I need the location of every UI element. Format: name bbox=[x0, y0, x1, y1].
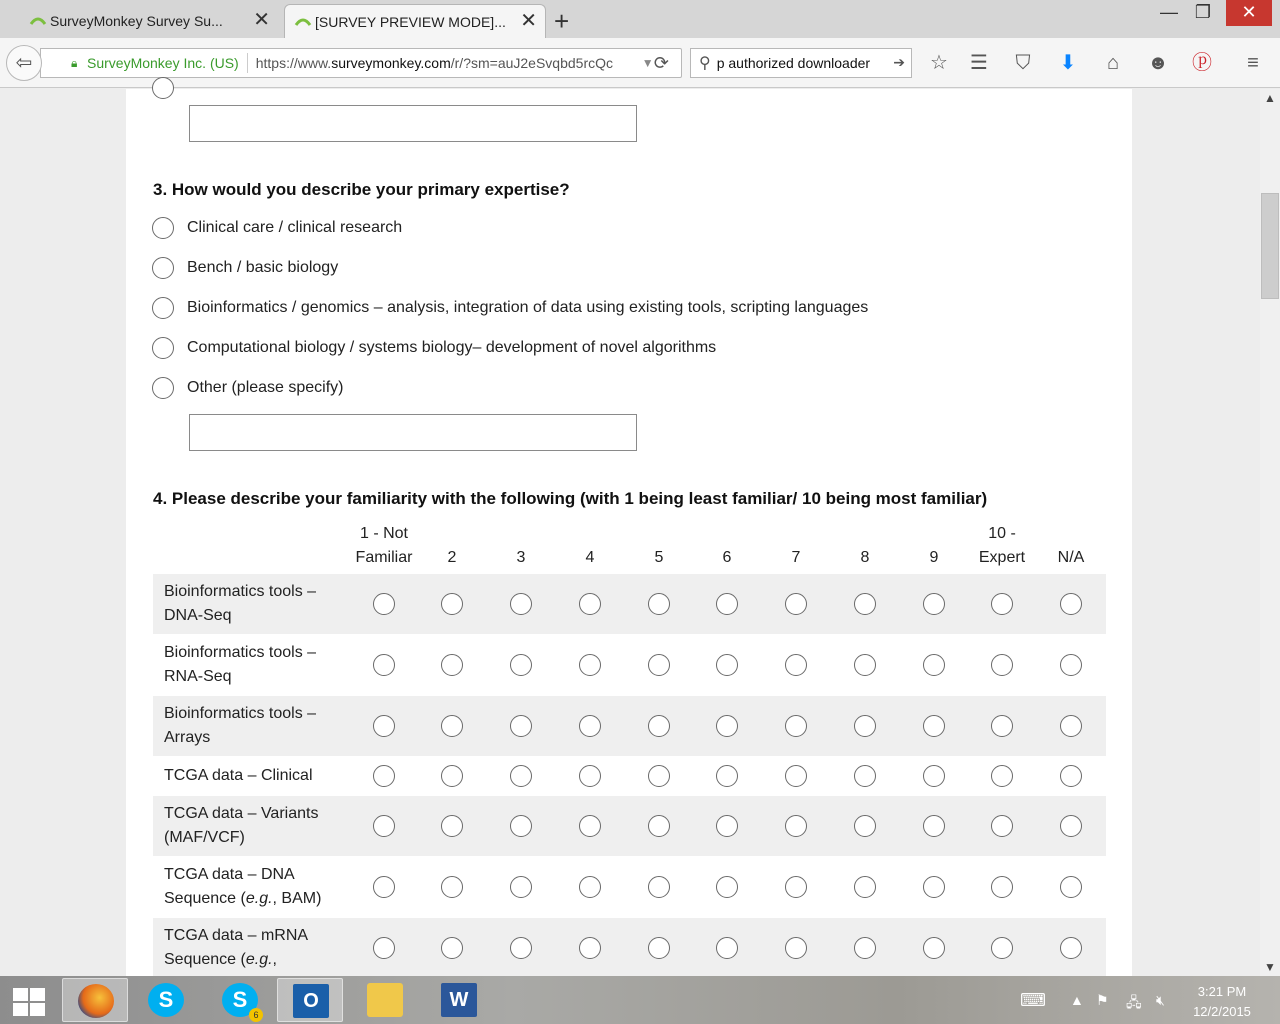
q4-rating-radio[interactable] bbox=[716, 654, 738, 676]
start-button[interactable] bbox=[10, 986, 46, 1016]
q4-rating-radio[interactable] bbox=[579, 815, 601, 837]
word-icon: W bbox=[441, 983, 477, 1017]
q4-rating-radio[interactable] bbox=[854, 876, 876, 898]
q4-column-header: 1 - Not Familiar bbox=[355, 525, 413, 566]
q4-rating-radio[interactable] bbox=[579, 593, 601, 615]
search-go-icon[interactable]: ➔ bbox=[893, 54, 905, 70]
surveymonkey-favicon-icon bbox=[295, 15, 311, 29]
survey-page bbox=[126, 89, 1132, 976]
skype-icon: S bbox=[148, 983, 184, 1017]
close-tab-icon[interactable]: ✕ bbox=[520, 10, 537, 32]
maximize-button[interactable]: ❐ bbox=[1194, 2, 1212, 22]
network-icon[interactable]: 🖧︎ bbox=[1126, 994, 1142, 1010]
q4-rating-radio[interactable] bbox=[854, 765, 876, 787]
q4-rating-radio[interactable] bbox=[441, 876, 463, 898]
q4-rating-radio[interactable] bbox=[648, 765, 670, 787]
q4-rating-radio[interactable] bbox=[648, 715, 670, 737]
q4-rating-radio[interactable] bbox=[716, 937, 738, 959]
q4-rating-radio[interactable] bbox=[785, 715, 807, 737]
reading-list-icon[interactable]: ☰ bbox=[970, 52, 988, 74]
close-tab-icon[interactable]: ✕ bbox=[253, 9, 270, 31]
clock[interactable] bbox=[1186, 982, 1258, 1022]
q4-rating-radio[interactable] bbox=[1060, 815, 1082, 837]
taskbar-skype[interactable] bbox=[133, 978, 199, 1022]
hello-icon[interactable]: ☻ bbox=[1147, 52, 1169, 74]
q4-rating-radio[interactable] bbox=[716, 876, 738, 898]
windows-taskbar bbox=[0, 976, 1280, 1024]
q3-option-radio[interactable] bbox=[152, 337, 174, 359]
q4-rating-radio[interactable] bbox=[373, 593, 395, 615]
q4-matrix-row bbox=[153, 696, 1106, 756]
q4-rating-radio[interactable] bbox=[373, 876, 395, 898]
q4-rating-radio[interactable] bbox=[923, 815, 945, 837]
q4-rating-radio[interactable] bbox=[854, 593, 876, 615]
q4-rating-radio[interactable] bbox=[923, 715, 945, 737]
skype-badge: 6 bbox=[249, 1008, 263, 1022]
q4-rating-radio[interactable] bbox=[1060, 715, 1082, 737]
taskbar-skype-2[interactable] bbox=[207, 978, 273, 1022]
q4-matrix-row bbox=[153, 796, 1106, 856]
q4-rating-radio[interactable] bbox=[716, 593, 738, 615]
q3-other-input[interactable] bbox=[189, 414, 637, 451]
outlook-icon: O bbox=[293, 984, 329, 1018]
q4-rating-radio[interactable] bbox=[785, 765, 807, 787]
q4-rating-radio[interactable] bbox=[854, 715, 876, 737]
lock-icon: 🔒︎ bbox=[71, 56, 78, 70]
q4-rating-radio[interactable] bbox=[1060, 593, 1082, 615]
scroll-down-icon[interactable]: ▼ bbox=[1264, 960, 1276, 974]
q4-rating-radio[interactable] bbox=[854, 654, 876, 676]
q4-row-label: TCGA data – mRNA Sequence (e.g., bbox=[164, 927, 309, 968]
q4-column-header: 5 bbox=[654, 549, 664, 566]
q4-rating-radio[interactable] bbox=[785, 815, 807, 837]
q4-rating-radio[interactable] bbox=[716, 815, 738, 837]
q4-column-header: 8 bbox=[860, 549, 870, 566]
q4-rating-radio[interactable] bbox=[991, 815, 1013, 837]
q4-rating-radio[interactable] bbox=[373, 937, 395, 959]
taskbar-firefox[interactable] bbox=[62, 978, 128, 1022]
q4-rating-radio[interactable] bbox=[854, 815, 876, 837]
q4-rating-radio[interactable] bbox=[579, 654, 601, 676]
q4-rating-radio[interactable] bbox=[1060, 937, 1082, 959]
q4-rating-radio[interactable] bbox=[648, 815, 670, 837]
keyboard-icon[interactable]: ⌨ bbox=[1020, 990, 1046, 1010]
q2-other-input[interactable] bbox=[189, 105, 637, 142]
taskbar-outlook[interactable] bbox=[277, 978, 343, 1022]
q4-column-header: N/A bbox=[1057, 549, 1085, 566]
downloads-icon[interactable]: ⬇ bbox=[1059, 52, 1077, 74]
search-bar[interactable] bbox=[690, 48, 912, 78]
q4-rating-radio[interactable] bbox=[991, 876, 1013, 898]
q4-rating-radio[interactable] bbox=[923, 937, 945, 959]
q4-rating-radio[interactable] bbox=[441, 593, 463, 615]
q4-rating-radio[interactable] bbox=[785, 654, 807, 676]
q4-rating-radio[interactable] bbox=[373, 765, 395, 787]
q4-rating-radio[interactable] bbox=[785, 593, 807, 615]
q4-column-header: 9 bbox=[929, 549, 939, 566]
q4-rating-radio[interactable] bbox=[510, 815, 532, 837]
q4-rating-radio[interactable] bbox=[923, 765, 945, 787]
q4-rating-radio[interactable] bbox=[648, 937, 670, 959]
q4-rating-radio[interactable] bbox=[785, 937, 807, 959]
show-hidden-icons-icon[interactable]: ▲ bbox=[1070, 992, 1084, 1008]
q4-rating-radio[interactable] bbox=[991, 765, 1013, 787]
q4-rating-radio[interactable] bbox=[510, 937, 532, 959]
navigation-bar bbox=[0, 38, 1280, 88]
q4-rating-radio[interactable] bbox=[373, 654, 395, 676]
url-dropdown-icon[interactable]: ▼ bbox=[641, 56, 654, 70]
search-icon: ⚲ bbox=[699, 55, 711, 72]
q4-rating-radio[interactable] bbox=[923, 654, 945, 676]
q4-rating-radio[interactable] bbox=[510, 654, 532, 676]
q4-row-label: TCGA data – DNA Sequence (e.g., BAM) bbox=[164, 866, 322, 907]
q3-title: 3. How would you describe your primary expertise? bbox=[153, 180, 570, 199]
search-input[interactable]: p authorized downloader bbox=[716, 55, 871, 71]
q3-option-label[interactable]: Computational biology / systems biology– development of novel algorithms bbox=[187, 339, 717, 356]
q4-rating-radio[interactable] bbox=[923, 593, 945, 615]
q4-rating-radio[interactable] bbox=[373, 815, 395, 837]
tab-survey-preview[interactable] bbox=[284, 4, 546, 38]
q4-rating-radio[interactable] bbox=[441, 654, 463, 676]
q3-option-label[interactable]: Clinical care / clinical research bbox=[187, 219, 403, 236]
q3-option-label[interactable]: Bioinformatics / genomics – analysis, integration of data using existing tools, scripting languages bbox=[187, 299, 869, 316]
clock-date: 12/2/2015 bbox=[1193, 1004, 1251, 1019]
url-bar[interactable] bbox=[40, 48, 682, 78]
tab-title: [SURVEY PREVIEW MODE]... bbox=[315, 13, 506, 30]
q4-rating-radio[interactable] bbox=[510, 876, 532, 898]
q4-rating-radio[interactable] bbox=[510, 715, 532, 737]
surveymonkey-favicon-icon bbox=[30, 14, 46, 28]
taskbar-word[interactable] bbox=[426, 978, 492, 1022]
scroll-thumb[interactable] bbox=[1261, 193, 1279, 299]
url-text[interactable]: https://www.surveymonkey.com/r/?sm=auJ2eSvqbd5rcQc bbox=[255, 55, 613, 71]
q4-rating-radio[interactable] bbox=[1060, 654, 1082, 676]
q4-rating-radio[interactable] bbox=[991, 654, 1013, 676]
q4-rating-radio[interactable] bbox=[923, 876, 945, 898]
q4-column-header: 2 bbox=[447, 549, 457, 566]
q3-option-radio[interactable] bbox=[152, 377, 174, 399]
q4-rating-radio[interactable] bbox=[991, 715, 1013, 737]
volume-muted-icon[interactable]: 🔇︎ bbox=[1156, 992, 1165, 1008]
file-explorer-icon bbox=[367, 983, 403, 1017]
q4-row-label: Bioinformatics tools – DNA-Seq bbox=[164, 583, 317, 624]
q4-rating-radio[interactable] bbox=[648, 876, 670, 898]
tab-title: SurveyMonkey Survey Su... bbox=[50, 13, 223, 29]
q4-rating-radio[interactable] bbox=[579, 715, 601, 737]
q4-rating-radio[interactable] bbox=[1060, 876, 1082, 898]
q4-rating-radio[interactable] bbox=[991, 937, 1013, 959]
firefox-icon bbox=[78, 984, 114, 1018]
q2-other-radio[interactable] bbox=[152, 77, 174, 99]
q4-matrix-row bbox=[153, 918, 1106, 978]
q4-rating-radio[interactable] bbox=[510, 593, 532, 615]
q4-rating-radio[interactable] bbox=[579, 765, 601, 787]
q4-rating-radio[interactable] bbox=[441, 937, 463, 959]
q4-column-header: 4 bbox=[585, 549, 595, 566]
site-identity[interactable]: SurveyMonkey Inc. (US) bbox=[87, 55, 239, 71]
action-center-icon[interactable]: ⚑ bbox=[1096, 992, 1109, 1008]
new-tab-button[interactable]: + bbox=[554, 6, 570, 36]
taskbar-file-explorer[interactable] bbox=[352, 978, 418, 1022]
page-viewport bbox=[0, 89, 1260, 976]
pocket-icon[interactable]: ⛉ bbox=[1015, 52, 1031, 74]
pinterest-icon[interactable]: ⓟ bbox=[1192, 52, 1212, 74]
q4-row-label: TCGA data – Clinical bbox=[164, 767, 313, 784]
q4-rating-radio[interactable] bbox=[716, 715, 738, 737]
q4-row-label: Bioinformatics tools – Arrays bbox=[164, 705, 317, 746]
q4-rating-radio[interactable] bbox=[510, 765, 532, 787]
tab-bar bbox=[0, 0, 1280, 38]
home-icon[interactable]: ⌂ bbox=[1106, 52, 1120, 74]
q4-column-header: 6 bbox=[722, 549, 732, 566]
back-button[interactable]: ⇦ bbox=[6, 45, 42, 81]
q4-column-header: 7 bbox=[791, 549, 801, 566]
minimize-button[interactable]: — bbox=[1160, 2, 1178, 22]
q4-rating-radio[interactable] bbox=[441, 715, 463, 737]
q4-rating-radio[interactable] bbox=[373, 715, 395, 737]
q4-rating-radio[interactable] bbox=[648, 593, 670, 615]
q4-rating-radio[interactable] bbox=[716, 765, 738, 787]
vertical-scrollbar[interactable] bbox=[1260, 89, 1280, 976]
skype-icon: S bbox=[222, 983, 258, 1017]
q4-rating-radio[interactable] bbox=[991, 593, 1013, 615]
q4-rating-radio[interactable] bbox=[854, 937, 876, 959]
q4-matrix-row bbox=[153, 574, 1106, 634]
bookmark-star-icon[interactable]: ☆ bbox=[930, 52, 948, 74]
close-window-button[interactable]: ✕ bbox=[1226, 0, 1272, 26]
q4-title: 4. Please describe your familiarity with the following (with 1 being least familiar/ 10 being most familiar) bbox=[153, 489, 988, 508]
q4-row-label: TCGA data – Variants (MAF/VCF) bbox=[164, 805, 319, 846]
clock-time: 3:21 PM bbox=[1197, 984, 1247, 999]
scroll-up-icon[interactable]: ▲ bbox=[1264, 91, 1276, 105]
q4-rating-radio[interactable] bbox=[579, 937, 601, 959]
q4-column-header: 3 bbox=[516, 549, 526, 566]
q3-option-label[interactable]: Other (please specify) bbox=[187, 379, 344, 396]
q4-matrix-row bbox=[153, 757, 1106, 795]
q4-row-label: Bioinformatics tools – RNA-Seq bbox=[164, 644, 317, 685]
q4-rating-radio[interactable] bbox=[785, 876, 807, 898]
url-divider bbox=[247, 53, 248, 73]
tab-surveymonkey-summary[interactable] bbox=[20, 4, 278, 38]
q4-rating-radio[interactable] bbox=[648, 654, 670, 676]
q3-option-label[interactable]: Bench / basic biology bbox=[187, 259, 339, 276]
q4-rating-radio[interactable] bbox=[579, 876, 601, 898]
q4-matrix-row bbox=[153, 857, 1106, 917]
q4-rating-radio[interactable] bbox=[441, 765, 463, 787]
menu-icon[interactable]: ≡ bbox=[1247, 52, 1259, 74]
q3-option-radio[interactable] bbox=[152, 217, 174, 239]
q4-rating-radio[interactable] bbox=[1060, 765, 1082, 787]
q4-matrix-row bbox=[153, 635, 1106, 695]
q3-option-radio[interactable] bbox=[152, 297, 174, 319]
q3-option-radio[interactable] bbox=[152, 257, 174, 279]
q4-column-header: 10 - Expert bbox=[978, 525, 1026, 566]
reload-icon[interactable]: ⟳ bbox=[653, 53, 669, 73]
q4-rating-radio[interactable] bbox=[441, 815, 463, 837]
